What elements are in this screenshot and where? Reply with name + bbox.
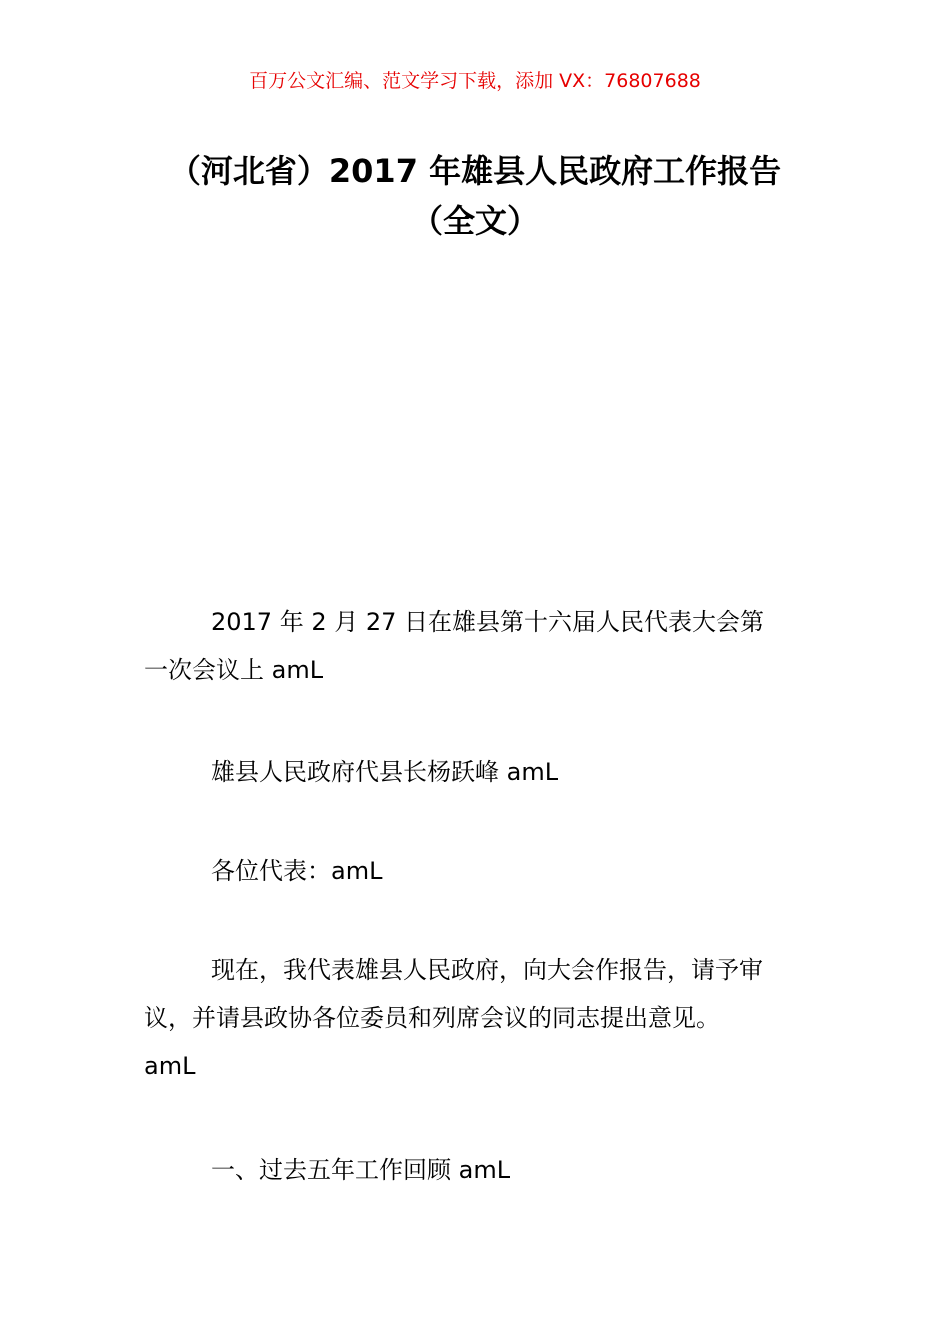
intro-line-1: 现在，我代表雄县人民政府，向大会作报告，请予审: [211, 956, 763, 984]
header-note: 百万公文汇编、范文学习下载，添加 VX：76807688: [249, 70, 701, 92]
intro-line-3: amL: [144, 1052, 196, 1080]
meeting-line-1: 2017 年 2 月 27 日在雄县第十六届人民代表大会第: [211, 608, 765, 636]
intro-line-2: 议，并请县政协各位委员和列席会议的同志提出意见。: [144, 1004, 720, 1032]
title-line-1: （河北省）2017 年雄县人民政府工作报告: [168, 152, 782, 190]
salutation-line: 各位代表：amL: [211, 857, 383, 885]
section-heading-paragraph: [144, 1146, 814, 1194]
salutation-paragraph: [144, 847, 814, 895]
meeting-line-2: 一次会议上 amL: [144, 656, 324, 684]
document-title: [130, 146, 820, 246]
speaker-paragraph: [144, 748, 814, 796]
meeting-paragraph: [144, 598, 814, 694]
speaker-line: 雄县人民政府代县长杨跃峰 amL: [211, 758, 559, 786]
intro-paragraph: [144, 946, 814, 1090]
title-line-2: （全文）: [410, 202, 539, 240]
section-heading: 一、过去五年工作回顾 amL: [211, 1156, 511, 1184]
